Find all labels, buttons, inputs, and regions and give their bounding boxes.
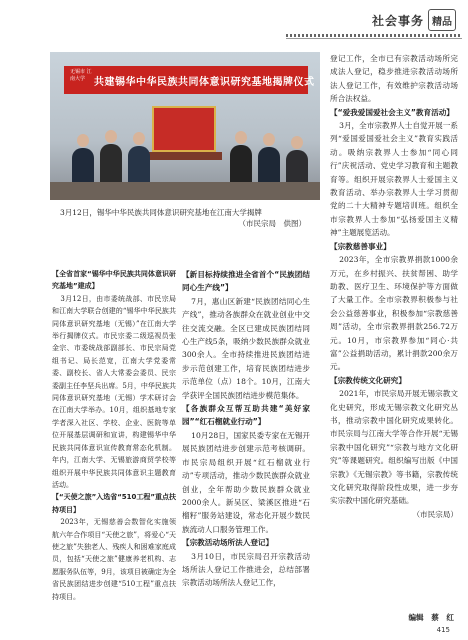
yearbook-logo-icon: 精品: [428, 9, 456, 31]
entry-heading: 【“天使之旅”入选省“510工程”重点扶持项目】: [52, 493, 177, 514]
entry-body: 2023年，全市宗教界捐款1000余万元，在乡村振兴、扶贫帮困、助学助教、医疗卫生、环境保护等方面做了大量工作。全市宗教界积极参与社会公益慈善事业，积极参加“宗教慈善周”活动，全市宗教界捐款256.72万元。10月，市宗教界参加“同心·共富”公益捐助活动，累计捐款200余万元。: [330, 255, 458, 372]
entry-heading: 【宗教传统文化研究】: [330, 375, 406, 385]
article-column-3: [330, 52, 458, 521]
editor-credit: 编辑 蔡 红: [408, 613, 454, 622]
caption-text: 3月12日，锡华中华民族共同体意识研究基地在江南大学揭牌: [60, 208, 262, 217]
header-divider: [286, 34, 462, 37]
article-column-1: [52, 268, 176, 603]
section-title: 社会事务: [371, 14, 424, 28]
banner-sub-text: 无锡市 江南大学: [70, 69, 92, 82]
entry-heading: 【宗教活动场所法人登记】: [182, 538, 274, 548]
entry-body: 7月，惠山区新建“民族团结同心生产线”，推动各族群众在就业创业中交往交流交融。全区已建成民族团结同心生产线5条，吸纳少数民族群众就业300余人。全市持续推进民族团结进步示范创建工作，培育民族团结进步示范单位（点）18个。10月，江南大学获评全国民族团结进步模范集体。: [182, 296, 310, 400]
entry-body-continued: 登记工作，全市已有宗教活动场所完成法人登记，稳步推进宗教活动场所法人登记工作，有效维护宗教活动场所合法权益。: [330, 54, 458, 104]
entry-body: 3月12日，由市委统战部、市民宗局和江南大学联合创建的“锡华中华民族共同体意识研究基地（无锡）”在江南大学举行揭牌仪式。市民宗委二级巡视员张金宗、市委统战部副部长、市民宗局党组书记、局长范宽，江南大学党委常委、副校长、省人大常委会委员、民宗委副主任李坚兵出席。5月，中华民族共同体意识研究基地（无锡）学术研讨会在江南大学举办。10月，组织基地专家学者深入社区、学校、企业、医院等单位开展基层调研和宣讲，构建锡华中华民族共同体意识宣传教育常态化机制。年内，江南大学、无锡旅游商贸学校等组织开展中华民族共同体意识主题教育活动。: [52, 294, 176, 489]
entry-heading: 【宗教慈善事业】: [330, 241, 391, 251]
entry-body: 3月，全市宗教界人士自觉开展一系列“爱国爱国爱社会主义”教育实践活动。吸纳宗教界人士参加“同心同行”庆祝活动、党史学习教育和主题教育等。组织开展宗教界人士爱国主义教育活动、举办宗教界人士学习贯彻党的二十大精神专题培训班。组织全市宗教界人士参加“弘扬爱国主义精神”主题展览活动。: [330, 121, 458, 238]
entry-body: 2021年，市民宗局开展无锡宗教文化史研究，形成无锡宗教文化研究丛书，推动宗教中国化研究成果转化。市民宗局与江南大学等合作开展“无锡宗教中国化研究”“宗教与地方文化研究”等课题研究。组织编写出版《中国宗教》《无锡宗教》等书籍，宗教传统文化研究取得阶段性成果，进一步夯实宗教中国化研究基础。: [330, 389, 458, 506]
entry-credit: （市民宗局）: [412, 509, 458, 519]
entry-body: 10月28日，国家民委专家在无锡开展民族团结进步创建示范考核调研。市民宗局组织开展“红石榴就业行动”专项活动，推动少数民族群众就业创业，全年帮助少数民族群众就业2000余人。新吴区、梁溪区推进“石榴籽”服务站建设，常态化开展少数民族流动人口服务管理工作。: [182, 430, 310, 534]
photo-caption: [60, 207, 320, 229]
entry-heading: 【新目标持续推进全省首个“民族团结同心生产线”】: [182, 270, 310, 293]
entry-body: 3月10日，市民宗局召开宗教活动场所法人登记工作推进会，总结部署宗教活动场所法人登记工作，: [182, 551, 310, 588]
entry-body: 2023年，无锡慈善会数智化实施领航六年合作项目“天使之旅”，将爱心“天使之旅”失独老人、残疾人和困难家庭成员，包括“天使之旅”健康养老机构、志愿服务队伍等，9月，该项目被确定为全省民族团结进步创建“510工程”重点扶持项目。: [52, 518, 176, 601]
entry-heading: 【全省首家“锡华中华民族共同体意识研究基地”建成】: [52, 270, 176, 291]
plaque-stand: [146, 152, 222, 160]
photo-banner: [64, 66, 315, 94]
caption-credit: （市民宗局 供图）: [238, 219, 306, 228]
article-column-2: [182, 268, 310, 590]
page-number: 415: [436, 626, 450, 634]
header-divider-thin: [286, 38, 462, 39]
entry-heading: 【“爱我爱国爱社会主义”教育活动】: [330, 107, 454, 117]
plaque: [152, 106, 216, 152]
unveiling-photo: [50, 52, 320, 200]
entry-heading: 【各族群众互帮互助共建“美好家园”“红石榴就业行动”】: [182, 404, 310, 427]
banner-title: 共建锡华中华民族共同体意识研究基地揭牌仪式: [94, 77, 315, 88]
stage-floor: [50, 182, 320, 200]
